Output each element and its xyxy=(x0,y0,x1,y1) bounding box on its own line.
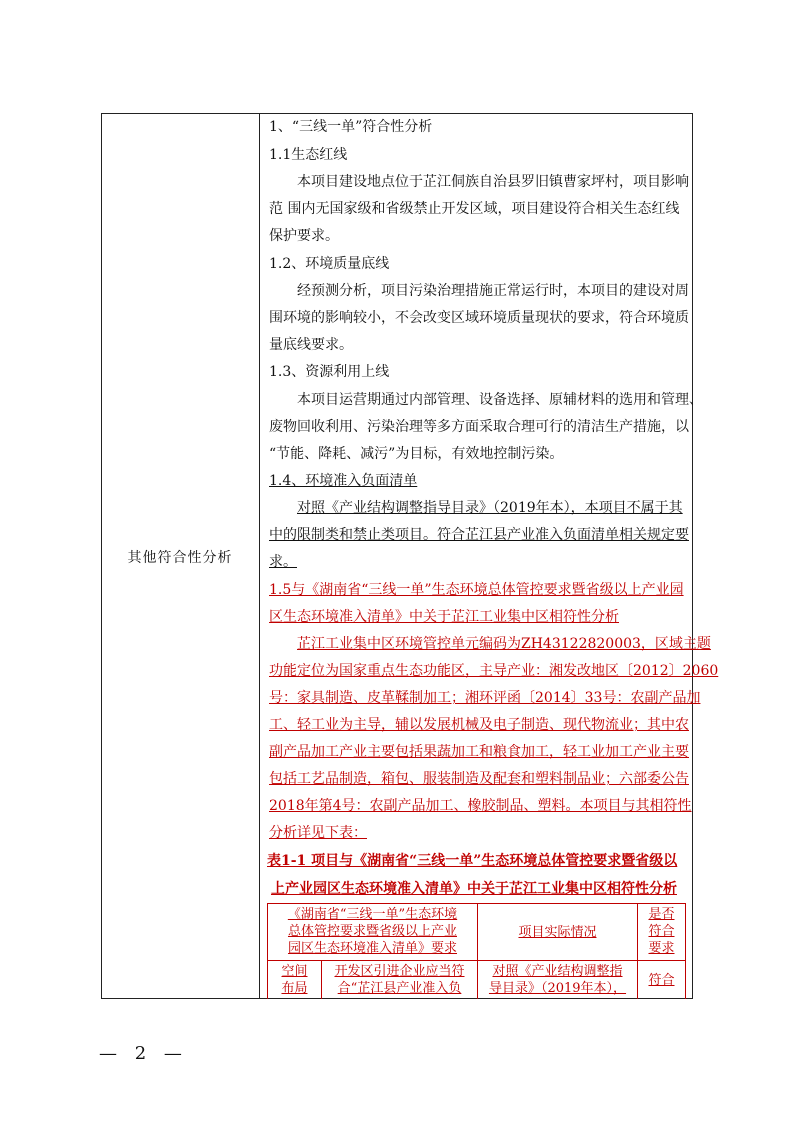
para-line: 对照《产业结构调整指导目录》（2019年本），本项目不属于其 xyxy=(297,500,683,516)
para-line: 废物回收利用、污染治理等多方面采取合理可行的清洁生产措施，以 xyxy=(269,419,689,435)
table-title-line2: 上产业园区生态环境准入清单》中关于芷江工业集中区相符性分析 xyxy=(271,881,677,897)
para-line: 本项目运营期通过内部管理、设备选择、原辅材料的选用和管理、 xyxy=(297,392,703,408)
para-line: 量底线要求。 xyxy=(269,337,353,353)
para-line-red: 号：家具制造、皮革鞣制加工；湘环评函〔2014〕33号：农副产品加 xyxy=(269,690,701,706)
heading-sanxian: 1、“三线一单”符合性分析 xyxy=(269,119,433,135)
para-line-red: 包括工艺品制造，箱包、服装制造及配套和塑料制品业；六部委公告 xyxy=(269,771,689,787)
para-line: 围环境的影响较小，不会改变区域环境质量现状的要求，符合环境质 xyxy=(269,310,689,326)
header-actual: 项目实际情况 xyxy=(518,925,597,940)
heading-1-5-cont: 区生态环境准入清单》中关于芷江工业集中区相符性分析 xyxy=(269,609,619,625)
para-line: 保护要求。 xyxy=(269,228,339,244)
column-divider xyxy=(259,113,260,999)
para-line-red: 2018年第4号：农副产品加工、橡胶制品、塑料。本项目与其相符性 xyxy=(269,798,692,814)
heading-1-1: 1.1生态红线 xyxy=(269,147,348,163)
heading-1-5: 1.5与《湖南省“三线一单”生态环境总体管控要求暨省级以上产业园 xyxy=(269,582,684,598)
para-line: 求。 xyxy=(269,554,297,570)
para-line: 本项目建设地点位于芷江侗族自治县罗旧镇曹家坪村，项目影响 xyxy=(297,174,689,190)
heading-1-2: 1.2、环境质量底线 xyxy=(269,256,390,272)
para-line: 经预测分析，项目污染治理措施正常运行时，本项目的建设对周 xyxy=(297,283,689,299)
heading-1-4: 1.4、环境准入负面清单 xyxy=(269,473,418,489)
para-line-red: 工、轻工业为主导，辅以发展机械及电子制造、现代物流业；其中农 xyxy=(269,717,689,733)
table-title-line1: 表1-1 项目与《湖南省“三线一单”生态环境总体管控要求暨省级以 xyxy=(267,853,678,869)
heading-1-3: 1.3、资源利用上线 xyxy=(269,364,390,380)
page-number: — 2 — xyxy=(99,1043,188,1064)
para-line: “节能、降耗、减污”为目标，有效地控制污染。 xyxy=(269,446,564,462)
para-line: 中的限制类和禁止类项目。符合芷江县产业准入负面清单相关规定要 xyxy=(269,527,689,543)
para-line: 范 围内无国家级和省级禁止开发区域，项目建设符合相关生态红线 xyxy=(269,201,680,217)
row-category: 空间 布局 xyxy=(281,964,308,996)
para-line-red: 芷江工业集中区环境管控单元编码为ZH43122820003，区域主题 xyxy=(297,636,711,652)
row-actual: 对照《产业结构调整指 导目录》（2019年本）， xyxy=(488,964,627,996)
row-requirement: 开发区引进企业应当符 合“芷江县产业准入负 xyxy=(334,964,465,996)
para-line-red: 副产品加工产业主要包括果蔬加工和粮食加工，轻工业加工产业主要 xyxy=(269,744,689,760)
left-label: 其他符合性分析 xyxy=(127,550,233,566)
para-line-red: 功能定位为国家重点生态功能区，主导产业：湘发改地区〔2012〕2060 xyxy=(269,663,719,679)
para-line-red: 分析详见下表： xyxy=(269,825,367,841)
row-compliance: 符合 xyxy=(648,973,675,988)
header-compliance: 是否 符合 要求 xyxy=(648,907,675,956)
header-requirement: 《湖南省“三线一单”生态环境 总体管控要求暨省级以上产业 园区生态环境准入清单》要求 xyxy=(287,907,458,956)
